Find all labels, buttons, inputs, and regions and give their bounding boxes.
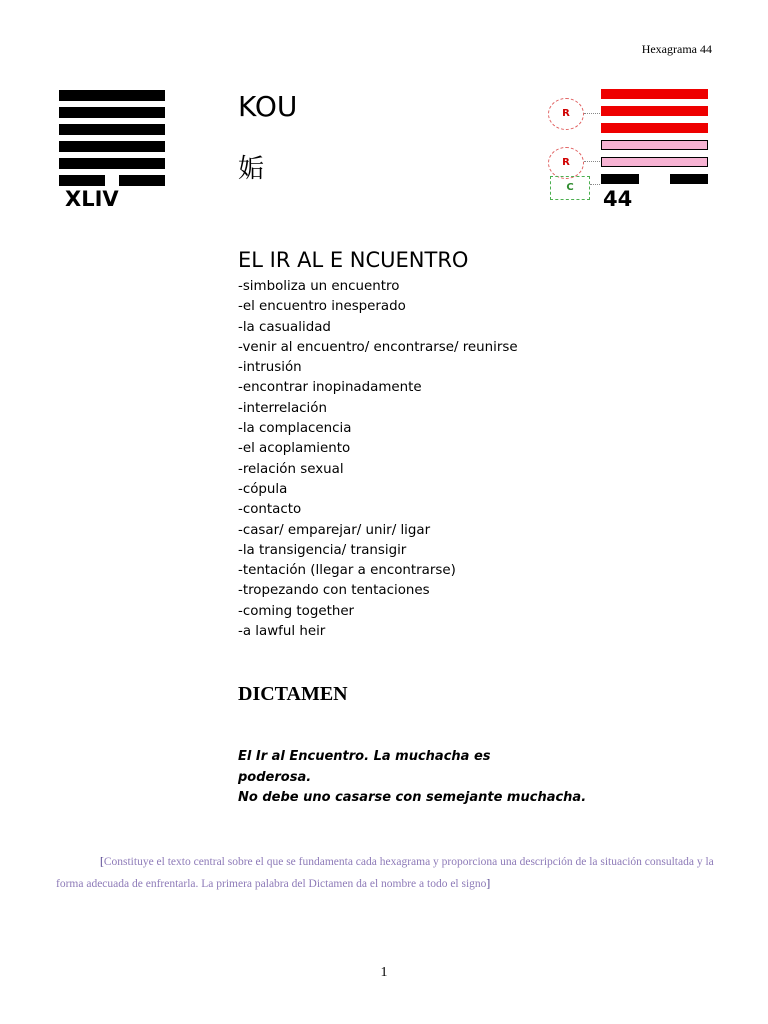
- hexagram-figure-right: [601, 89, 708, 191]
- list-item: -simboliza un encuentro: [238, 279, 400, 294]
- note-open-bracket: [: [100, 856, 104, 868]
- list-item: -coming together: [238, 603, 355, 619]
- hexagram-line-solid: [59, 158, 165, 169]
- hexagram-number: 44: [603, 187, 633, 211]
- dictamen-text: [238, 747, 638, 809]
- list-item: -encontrar inopinadamente: [238, 380, 422, 396]
- hexagram-title: KOU: [238, 90, 298, 123]
- list-item: -venir al encuentro/ encontrarse/ reunirse: [238, 339, 518, 355]
- note-text: Constituye el texto central sobre el que se fundamenta cada hexagrama y proporciona una descripción de la situación consultada y la forma adecuada de enfrentarla. La primera palabra del Dictamen da el nombre a todo el signo: [56, 856, 714, 890]
- hexagram-line-solid: [59, 141, 165, 152]
- dictamen-line: poderosa.: [238, 769, 312, 785]
- dictamen-line: No debe uno casarse con semejante muchacha.: [238, 790, 587, 805]
- list-item: -casar/ emparejar/ unir/ ligar: [238, 522, 431, 538]
- page-header-label: Hexagrama 44: [641, 42, 712, 56]
- list-item: -contacto: [238, 502, 302, 518]
- list-item: -tentación (llegar a encontrarse): [238, 563, 456, 579]
- page-number: 1: [380, 965, 388, 980]
- list-item: -a lawful heir: [238, 624, 326, 640]
- list-item: -la casualidad: [238, 319, 331, 335]
- tag-connector: [584, 113, 600, 115]
- hexagram-line-broken: [601, 174, 708, 184]
- dictamen-line: El Ir al Encuentro. La muchacha es: [238, 749, 491, 764]
- hexagram-line-red: [601, 89, 708, 99]
- tag-r-lower: R: [548, 147, 584, 179]
- hexagram-line-red: [601, 106, 708, 116]
- tag-r-upper: R: [548, 98, 584, 130]
- note-close-bracket: ]: [486, 877, 491, 890]
- roman-numeral: XLIV: [65, 187, 119, 211]
- hexagram-line-solid: [59, 107, 165, 118]
- tag-connector: [584, 161, 600, 163]
- hexagram-line-red: [601, 123, 708, 133]
- list-item: -el encuentro inesperado: [238, 299, 406, 315]
- hexagram-line-pink: [601, 140, 708, 150]
- hexagram-line-broken: [59, 175, 165, 186]
- tag-connector: [590, 184, 600, 186]
- hexagram-line-pink: [601, 157, 708, 167]
- hexagram-line-solid: [59, 90, 165, 101]
- list-item: -intrusión: [238, 360, 302, 376]
- list-item: -interrelación: [238, 400, 327, 416]
- list-item: -cópula: [238, 481, 288, 497]
- hexagram-chinese-glyph: 姤: [238, 154, 265, 184]
- list-item: -el acoplamiento: [238, 441, 351, 457]
- meanings-heading: EL IR AL E NCUENTRO: [238, 248, 469, 272]
- list-item: -la complacencia: [238, 421, 352, 437]
- explanatory-note: [56, 852, 716, 895]
- list-item: -la transigencia/ transigir: [238, 542, 407, 558]
- tag-c: C: [550, 176, 590, 200]
- meanings-list: [238, 277, 518, 642]
- list-item: -relación sexual: [238, 461, 344, 477]
- list-item: -tropezando con tentaciones: [238, 583, 430, 599]
- dictamen-heading: DICTAMEN: [238, 683, 348, 705]
- hexagram-line-solid: [59, 124, 165, 135]
- hexagram-figure-left: [59, 90, 165, 192]
